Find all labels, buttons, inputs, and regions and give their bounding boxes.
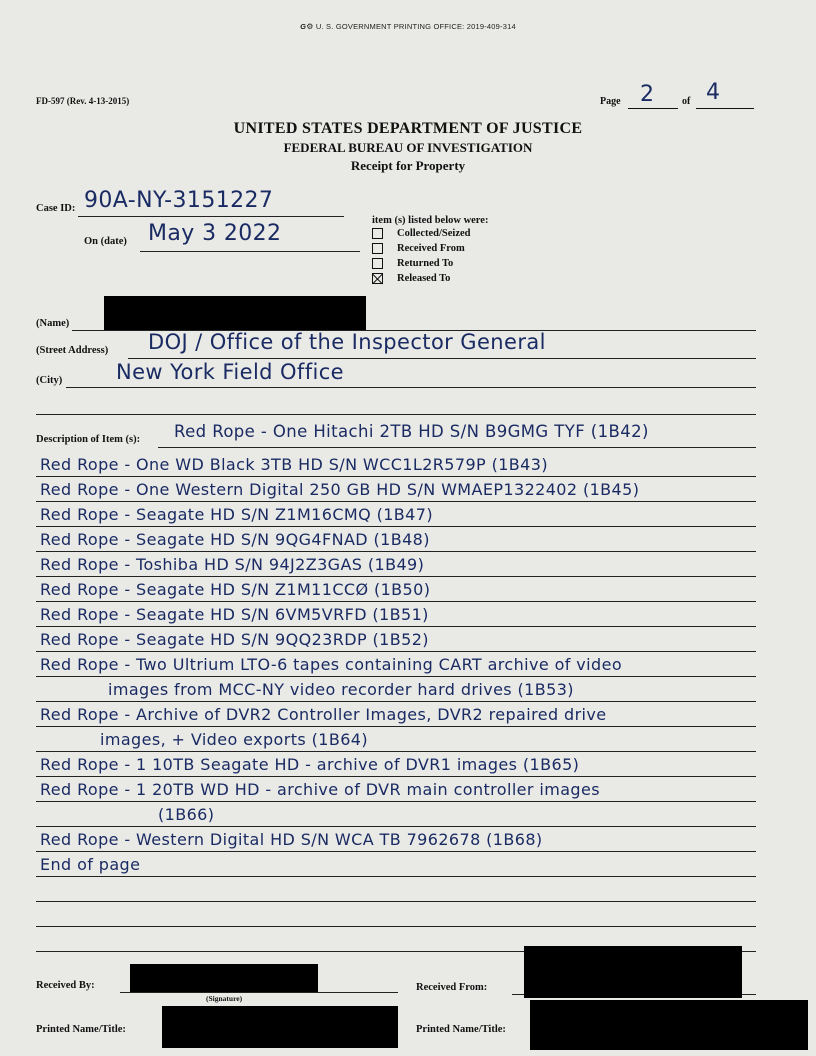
description-rule (36, 901, 756, 902)
description-rule (36, 801, 756, 802)
description-rule (36, 876, 756, 877)
printed-name-right-label: Printed Name/Title: (416, 1024, 506, 1035)
description-item: images, + Video exports (1B64) (100, 730, 368, 749)
description-item: Red Rope - Toshiba HD S/N 94J2Z3GAS (1B49) (40, 555, 425, 574)
gpo-logo-mark: ⚙ (306, 22, 314, 31)
description-item: Red Rope - 1 10TB Seagate HD - archive of DVR1 images (1B65) (40, 755, 580, 774)
form-title: Receipt for Property (350, 158, 466, 173)
returned-to-label: Returned To (397, 258, 454, 269)
signature-label: (Signature) (206, 994, 243, 1003)
page-number (600, 80, 790, 108)
description-rule (36, 826, 756, 827)
received-from-label: Received From (397, 243, 465, 254)
description-item: Red Rope - Seagate HD S/N 9QQ23RDP (1B52) (40, 630, 429, 649)
city-value: New York Field Office (116, 360, 344, 384)
printer-text: U. S. GOVERNMENT PRINTING OFFICE: 2019-409-314 (315, 22, 516, 31)
redacted-name (104, 296, 366, 330)
description-rule (36, 526, 756, 527)
description-item: Red Rope - Seagate HD S/N 9QG4FNAD (1B48) (40, 530, 430, 549)
collected-checkbox[interactable] (372, 228, 383, 239)
date-value: May 3 2022 (148, 221, 282, 246)
street-value: DOJ / Office of the Inspector General (148, 330, 546, 354)
printer-imprint (0, 22, 816, 31)
bureau-title: FEDERAL BUREAU OF INVESTIGATION (283, 140, 533, 155)
collected-label: Collected/Seized (397, 228, 471, 239)
released-to-checkbox[interactable] (372, 273, 383, 284)
description-item: (1B66) (158, 805, 215, 824)
description-item: Red Rope - Two Ultrium LTO-6 tapes containing CART archive of video (40, 655, 623, 674)
description-item: Red Rope - Western Digital HD S/N WCA TB 7962678 (1B68) (40, 830, 543, 849)
description-rule (36, 601, 756, 602)
description-label: Description of Item (s): (36, 434, 141, 445)
city-label: (City) (36, 375, 63, 386)
page-label: Page (600, 96, 621, 107)
description-rule (36, 776, 756, 777)
description-rule (36, 851, 756, 852)
redacted-received-by (130, 964, 318, 992)
description-rule (36, 676, 756, 677)
description-rule (36, 726, 756, 727)
description-item: Red Rope - Seagate HD S/N Z1M11CCØ (1B50) (40, 580, 431, 599)
received-by-label: Received By: (36, 980, 95, 991)
received-from-footer-label: Received From: (416, 982, 488, 993)
description-rule (36, 701, 756, 702)
status-header: item (s) listed below were: (372, 215, 489, 226)
description-item: Red Rope - Archive of DVR2 Controller Images, DVR2 repaired drive (40, 705, 607, 724)
status-collected[interactable] (372, 226, 572, 241)
of-label: of (682, 96, 691, 107)
redacted-printed-name-left (162, 1006, 398, 1048)
description-rule (36, 501, 756, 502)
released-to-label: Released To (397, 273, 451, 284)
status-returned-to[interactable] (372, 256, 572, 271)
description-rule (36, 751, 756, 752)
description-first-line: Red Rope - One Hitachi 2TB HD S/N B9GMG TYF (1B42) (174, 422, 649, 441)
printed-name-left-label: Printed Name/Title: (36, 1024, 126, 1035)
description-item: images from MCC-NY video recorder hard drives (1B53) (108, 680, 574, 699)
redacted-received-from (524, 946, 742, 998)
name-label: (Name) (36, 318, 70, 329)
received-from-checkbox[interactable] (372, 243, 383, 254)
form-number: FD-597 (Rev. 4-13-2015) (36, 96, 130, 106)
description-rule (36, 626, 756, 627)
case-id-value: 90A-NY-3151227 (84, 188, 274, 213)
description-rule (36, 551, 756, 552)
end-of-page-note: End of page (40, 855, 141, 874)
description-item: Red Rope - Seagate HD S/N Z1M16CMQ (1B47) (40, 505, 433, 524)
status-block (372, 215, 572, 286)
case-id-label: Case ID: (36, 203, 76, 214)
status-released-to[interactable] (372, 271, 572, 286)
date-label: On (date) (84, 236, 127, 247)
returned-to-checkbox[interactable] (372, 258, 383, 269)
department-title: UNITED STATES DEPARTMENT OF JUSTICE (233, 120, 583, 137)
description-rule (36, 476, 756, 477)
status-received-from[interactable] (372, 241, 572, 256)
description-item: Red Rope - One WD Black 3TB HD S/N WCC1L2R579P (1B43) (40, 455, 548, 474)
description-rule (36, 926, 756, 927)
gpo-logo: G (300, 22, 307, 31)
description-rule (36, 651, 756, 652)
page-value: 2 (640, 82, 654, 107)
description-item: Red Rope - One Western Digital 250 GB HD S/N WMAEP1322402 (1B45) (40, 480, 640, 499)
description-item: Red Rope - 1 20TB WD HD - archive of DVR main controller images (40, 780, 600, 799)
street-label: (Street Address) (36, 345, 109, 356)
description-item: Red Rope - Seagate HD S/N 6VM5VRFD (1B51) (40, 605, 429, 624)
description-rule (36, 576, 756, 577)
of-value: 4 (706, 80, 720, 105)
redacted-printed-name-right (530, 1000, 808, 1050)
